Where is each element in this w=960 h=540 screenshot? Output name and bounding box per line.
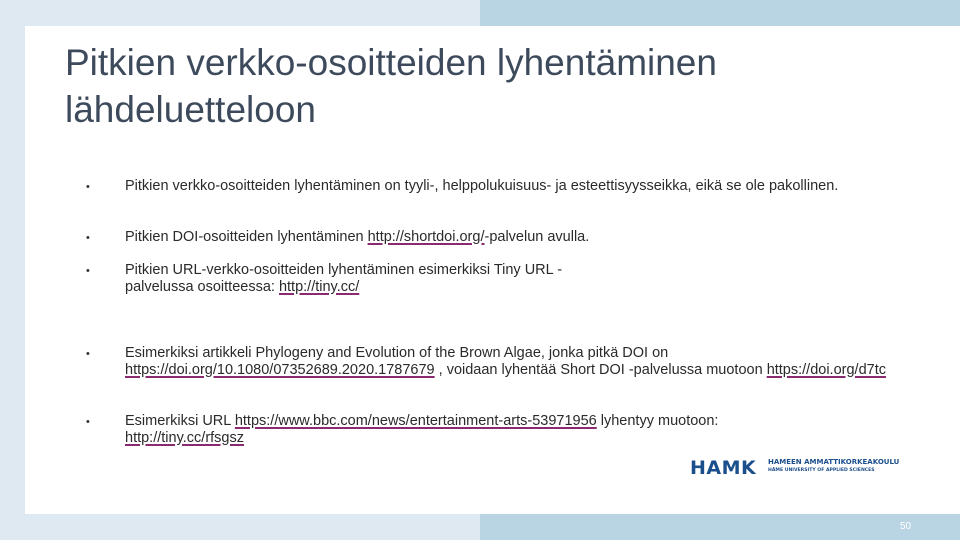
bullet-text-part: Esimerkiksi URL xyxy=(125,413,235,429)
bullet-text xyxy=(125,262,625,295)
page-number: 50 xyxy=(900,521,912,532)
short-doi-link[interactable]: https://doi.org/d7tc xyxy=(766,361,886,378)
bullet-text-part: lyhentyy muotoon: xyxy=(596,413,719,429)
bullet-text xyxy=(125,229,895,246)
bullet-marker: • xyxy=(86,265,90,277)
shortdoi-link[interactable]: http://shortdoi.org/ xyxy=(367,229,485,245)
tinycc-link[interactable]: http://tiny.cc/ xyxy=(278,278,360,295)
bullet-text-part: Pitkien DOI-osoitteiden lyhentäminen xyxy=(125,229,368,245)
bullet-marker: • xyxy=(86,181,90,193)
tinycc-short-link[interactable]: http://tiny.cc/rfsgsz xyxy=(125,429,244,446)
bullet-text xyxy=(125,178,885,195)
bullet-text-part: Pitkien URL-verkko-osoitteiden lyhentäminen esimerkiksi Tiny URL -palvelussa osoitteessa: xyxy=(125,262,563,295)
bullet-text xyxy=(125,345,895,378)
bbc-link[interactable]: https://www.bbc.com/news/entertainment-arts-53971956 xyxy=(234,413,597,429)
logo-line-1: HAMEEN AMMATTIKORKEAKOULU xyxy=(768,458,900,466)
bullet-marker: • xyxy=(86,232,90,244)
bullet-text xyxy=(125,413,785,446)
bullet-marker: • xyxy=(86,348,90,360)
bullet-text-part: , voidaan lyhentää Short DOI -palvelussa muotoon xyxy=(434,361,767,378)
logo-wordmark: HAMK xyxy=(690,457,757,479)
bullet-text-part: Pitkien verkko-osoitteiden lyhentäminen on tyyli-, helppolukuisuus- ja esteettisyysseikka, eikä se ole pakollinen. xyxy=(125,178,839,194)
logo-line-2: HÄME UNIVERSITY OF APPLIED SCIENCES xyxy=(768,468,875,473)
slide-title: Pitkien verkko-osoitteiden lyhentäminen lähdeluetteloon xyxy=(65,42,717,130)
bullet-text-part: -palvelun avulla. xyxy=(484,229,590,245)
bullet-text-part: Esimerkiksi artikkeli Phylogeny and Evolution of the Brown Algae, jonka pitkä DOI on xyxy=(125,345,669,361)
bullet-marker: • xyxy=(86,416,90,428)
long-doi-link[interactable]: https://doi.org/10.1080/07352689.2020.1787679 xyxy=(125,361,435,378)
